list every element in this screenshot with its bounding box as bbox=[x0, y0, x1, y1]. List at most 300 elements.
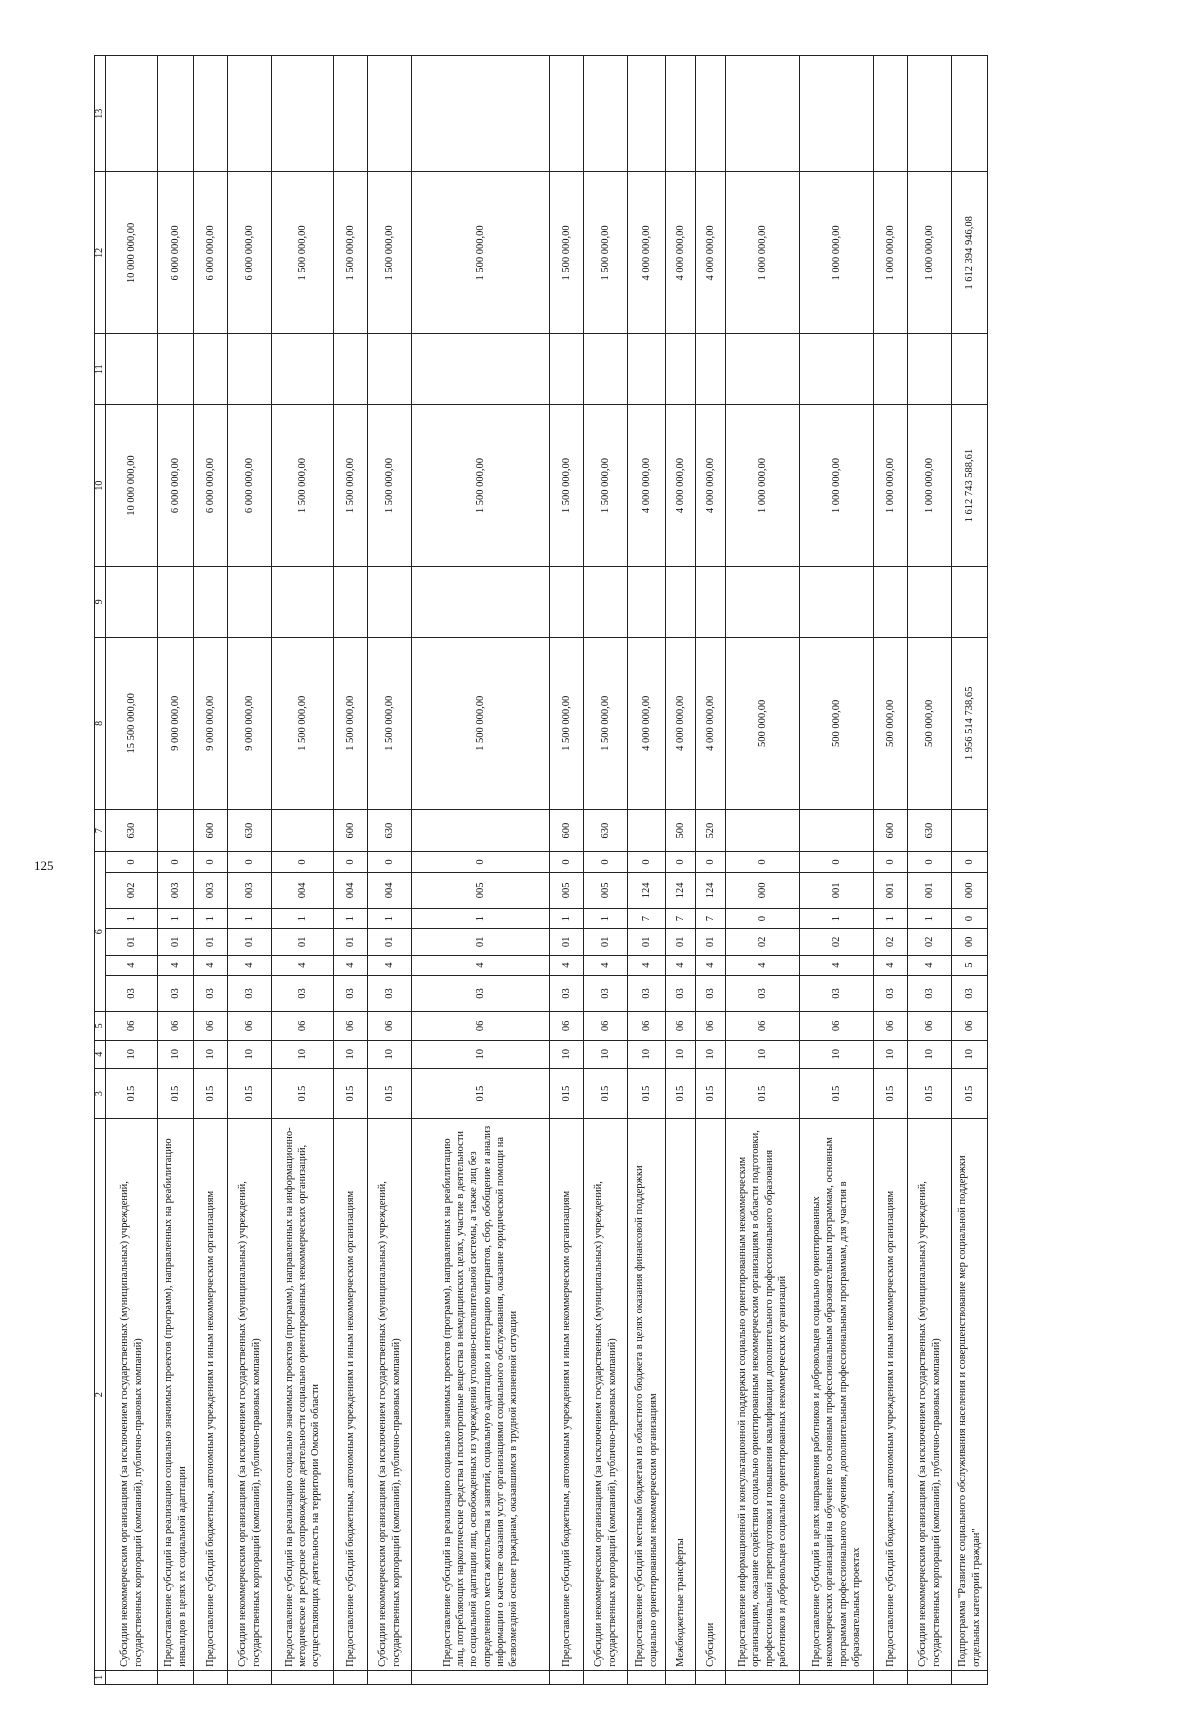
row-subsection-code: 06 bbox=[726, 1012, 800, 1040]
row-amount-col12: 6 000 000,00 bbox=[194, 172, 228, 334]
row-amount-col11 bbox=[106, 334, 158, 405]
row-amount-col9 bbox=[952, 567, 988, 638]
row-section-code: 10 bbox=[584, 1040, 628, 1068]
row-admin-code: 015 bbox=[334, 1068, 368, 1119]
row-target-article-part: 000 bbox=[952, 872, 988, 908]
table-row bbox=[158, 56, 194, 1685]
row-amount-col10: 4 000 000,00 bbox=[696, 405, 726, 567]
row-target-article-part: 01 bbox=[412, 929, 550, 955]
row-amount-col13 bbox=[106, 56, 158, 172]
row-target-article-part: 4 bbox=[800, 955, 874, 975]
row-amount-col8: 4 000 000,00 bbox=[628, 637, 666, 809]
row-description: Подпрограмма "Развитие социального обслуживания населения и совершенствование мер социальной поддержки отдельных категорий граждан" bbox=[952, 1119, 988, 1670]
row-target-article-part: 01 bbox=[368, 929, 412, 955]
row-section-code: 10 bbox=[194, 1040, 228, 1068]
row-target-article-part: 1 bbox=[584, 909, 628, 929]
row-amount-col10: 1 000 000,00 bbox=[800, 405, 874, 567]
row-admin-code: 015 bbox=[412, 1068, 550, 1119]
row-target-article-part: 000 bbox=[726, 872, 800, 908]
row-col-1 bbox=[334, 1670, 368, 1684]
row-target-article-part: 03 bbox=[908, 975, 952, 1011]
col-header: 5 bbox=[95, 1012, 106, 1040]
row-amount-col11 bbox=[696, 334, 726, 405]
row-description: Предоставление субсидий в целях направления работников и добровольцев социально ориентированных некоммерческих организаций на обучение по основным профессиональным образовательным программам, основным программам профессионального обучения, дополнительным профессиональным программам, для участия в образовательных проектах bbox=[800, 1119, 874, 1670]
row-target-article-part: 03 bbox=[584, 975, 628, 1011]
row-description: Субсидии некоммерческим организациям (за исключением государственных (муниципальных) учреждений, государственных корпораций (компаний), публично-правовых компаний) bbox=[584, 1119, 628, 1670]
row-subsection-code: 06 bbox=[628, 1012, 666, 1040]
row-section-code: 10 bbox=[952, 1040, 988, 1068]
row-amount-col13 bbox=[726, 56, 800, 172]
row-target-article-part: 0 bbox=[952, 852, 988, 872]
row-target-article-part: 7 bbox=[696, 909, 726, 929]
row-amount-col11 bbox=[800, 334, 874, 405]
table-row bbox=[908, 56, 952, 1685]
row-target-article-part: 0 bbox=[800, 852, 874, 872]
row-amount-col9 bbox=[800, 567, 874, 638]
row-section-code: 10 bbox=[228, 1040, 272, 1068]
row-target-article-part: 001 bbox=[874, 872, 908, 908]
row-target-article-part: 005 bbox=[550, 872, 584, 908]
row-amount-col10: 1 500 000,00 bbox=[334, 405, 368, 567]
row-section-code: 10 bbox=[908, 1040, 952, 1068]
row-subsection-code: 06 bbox=[800, 1012, 874, 1040]
row-amount-col13 bbox=[272, 56, 334, 172]
row-target-article-part: 005 bbox=[412, 872, 550, 908]
row-amount-col13 bbox=[194, 56, 228, 172]
row-section-code: 10 bbox=[158, 1040, 194, 1068]
row-target-article-part: 4 bbox=[666, 955, 696, 975]
row-col-1 bbox=[272, 1670, 334, 1684]
row-amount-col11 bbox=[272, 334, 334, 405]
row-target-article-part: 4 bbox=[158, 955, 194, 975]
row-expense-type: 630 bbox=[228, 809, 272, 851]
row-subsection-code: 06 bbox=[334, 1012, 368, 1040]
row-amount-col13 bbox=[550, 56, 584, 172]
row-expense-type bbox=[952, 809, 988, 851]
row-target-article-part: 0 bbox=[368, 852, 412, 872]
row-description: Субсидии некоммерческим организациям (за исключением государственных (муниципальных) учреждений, государственных корпораций (компаний), публично-правовых компаний) bbox=[368, 1119, 412, 1670]
row-target-article-part: 005 bbox=[584, 872, 628, 908]
row-target-article-part: 01 bbox=[666, 929, 696, 955]
row-description: Предоставление субсидий бюджетным, автономным учреждениям и иным некоммерческим организациям bbox=[334, 1119, 368, 1670]
row-target-article-part: 003 bbox=[158, 872, 194, 908]
row-target-article-part: 1 bbox=[272, 909, 334, 929]
table-row bbox=[800, 56, 874, 1685]
row-amount-col11 bbox=[908, 334, 952, 405]
row-target-article-part: 03 bbox=[666, 975, 696, 1011]
row-subsection-code: 06 bbox=[874, 1012, 908, 1040]
col-header: 8 bbox=[95, 637, 106, 809]
col-header: 10 bbox=[95, 405, 106, 567]
row-target-article-part: 0 bbox=[550, 852, 584, 872]
row-target-article-part: 003 bbox=[228, 872, 272, 908]
row-amount-col12: 4 000 000,00 bbox=[628, 172, 666, 334]
row-amount-col11 bbox=[666, 334, 696, 405]
col-header: 1 bbox=[95, 1670, 106, 1684]
row-amount-col13 bbox=[628, 56, 666, 172]
row-expense-type: 600 bbox=[194, 809, 228, 851]
row-target-article-part: 1 bbox=[158, 909, 194, 929]
row-target-article-part: 03 bbox=[952, 975, 988, 1011]
row-description: Предоставление субсидий бюджетным, автономным учреждениям и иным некоммерческим организациям bbox=[874, 1119, 908, 1670]
row-col-1 bbox=[550, 1670, 584, 1684]
row-expense-type: 630 bbox=[106, 809, 158, 851]
row-expense-type bbox=[272, 809, 334, 851]
row-target-article-part: 03 bbox=[194, 975, 228, 1011]
row-expense-type bbox=[412, 809, 550, 851]
row-amount-col10: 1 500 000,00 bbox=[412, 405, 550, 567]
row-target-article-part: 4 bbox=[368, 955, 412, 975]
row-amount-col10: 1 500 000,00 bbox=[272, 405, 334, 567]
row-description: Предоставление субсидий местным бюджетам из областного бюджета в целях оказания финансовой поддержки социально ориентированным некоммерческим организациям bbox=[628, 1119, 666, 1670]
row-target-article-part: 03 bbox=[228, 975, 272, 1011]
row-amount-col8: 1 500 000,00 bbox=[584, 637, 628, 809]
row-amount-col11 bbox=[874, 334, 908, 405]
row-amount-col8: 4 000 000,00 bbox=[696, 637, 726, 809]
row-subsection-code: 06 bbox=[952, 1012, 988, 1040]
row-amount-col11 bbox=[952, 334, 988, 405]
row-amount-col8: 1 500 000,00 bbox=[334, 637, 368, 809]
table-row bbox=[272, 56, 334, 1685]
col-header: 6 bbox=[95, 852, 106, 1012]
row-col-1 bbox=[228, 1670, 272, 1684]
row-expense-type bbox=[628, 809, 666, 851]
row-target-article-part: 01 bbox=[334, 929, 368, 955]
row-section-code: 10 bbox=[334, 1040, 368, 1068]
row-subsection-code: 06 bbox=[228, 1012, 272, 1040]
row-amount-col8: 1 500 000,00 bbox=[550, 637, 584, 809]
row-col-1 bbox=[194, 1670, 228, 1684]
row-target-article-part: 03 bbox=[726, 975, 800, 1011]
row-admin-code: 015 bbox=[908, 1068, 952, 1119]
row-admin-code: 015 bbox=[726, 1068, 800, 1119]
row-target-article-part: 01 bbox=[584, 929, 628, 955]
row-section-code: 10 bbox=[800, 1040, 874, 1068]
row-target-article-part: 1 bbox=[368, 909, 412, 929]
row-admin-code: 015 bbox=[158, 1068, 194, 1119]
row-admin-code: 015 bbox=[550, 1068, 584, 1119]
row-target-article-part: 03 bbox=[368, 975, 412, 1011]
row-section-code: 10 bbox=[628, 1040, 666, 1068]
row-col-1 bbox=[106, 1670, 158, 1684]
row-subsection-code: 06 bbox=[368, 1012, 412, 1040]
row-col-1 bbox=[666, 1670, 696, 1684]
row-target-article-part: 0 bbox=[628, 852, 666, 872]
row-amount-col11 bbox=[726, 334, 800, 405]
row-amount-col8: 15 500 000,00 bbox=[106, 637, 158, 809]
row-target-article-part: 02 bbox=[908, 929, 952, 955]
row-target-article-part: 4 bbox=[412, 955, 550, 975]
row-target-article-part: 124 bbox=[696, 872, 726, 908]
row-expense-type bbox=[726, 809, 800, 851]
row-amount-col13 bbox=[368, 56, 412, 172]
col-header: 2 bbox=[95, 1119, 106, 1670]
row-col-1 bbox=[412, 1670, 550, 1684]
col-header: 4 bbox=[95, 1040, 106, 1068]
row-target-article-part: 4 bbox=[272, 955, 334, 975]
row-amount-col8: 1 500 000,00 bbox=[272, 637, 334, 809]
row-target-article-part: 4 bbox=[228, 955, 272, 975]
row-admin-code: 015 bbox=[194, 1068, 228, 1119]
row-amount-col12: 1 500 000,00 bbox=[412, 172, 550, 334]
table-row bbox=[412, 56, 550, 1685]
row-target-article-part: 7 bbox=[628, 909, 666, 929]
row-amount-col11 bbox=[550, 334, 584, 405]
table-row bbox=[666, 56, 696, 1685]
table-row bbox=[952, 56, 988, 1685]
row-target-article-part: 0 bbox=[666, 852, 696, 872]
row-amount-col13 bbox=[158, 56, 194, 172]
row-admin-code: 015 bbox=[368, 1068, 412, 1119]
row-amount-col12: 1 000 000,00 bbox=[800, 172, 874, 334]
row-amount-col13 bbox=[908, 56, 952, 172]
row-admin-code: 015 bbox=[874, 1068, 908, 1119]
row-col-1 bbox=[158, 1670, 194, 1684]
row-target-article-part: 4 bbox=[584, 955, 628, 975]
row-description: Межбюджетные трансферты bbox=[666, 1119, 696, 1670]
row-subsection-code: 06 bbox=[696, 1012, 726, 1040]
row-col-1 bbox=[874, 1670, 908, 1684]
row-amount-col9 bbox=[334, 567, 368, 638]
row-target-article-part: 124 bbox=[628, 872, 666, 908]
row-amount-col13 bbox=[412, 56, 550, 172]
row-target-article-part: 4 bbox=[550, 955, 584, 975]
row-amount-col8: 500 000,00 bbox=[800, 637, 874, 809]
row-admin-code: 015 bbox=[106, 1068, 158, 1119]
row-amount-col9 bbox=[874, 567, 908, 638]
header-row bbox=[95, 56, 106, 1685]
row-amount-col10: 6 000 000,00 bbox=[228, 405, 272, 567]
row-amount-col8: 500 000,00 bbox=[874, 637, 908, 809]
col-header: 13 bbox=[95, 56, 106, 172]
row-amount-col8: 500 000,00 bbox=[726, 637, 800, 809]
table-row bbox=[584, 56, 628, 1685]
row-amount-col12: 1 000 000,00 bbox=[874, 172, 908, 334]
row-amount-col10: 1 612 743 588,61 bbox=[952, 405, 988, 567]
row-expense-type: 600 bbox=[334, 809, 368, 851]
row-target-article-part: 0 bbox=[158, 852, 194, 872]
row-target-article-part: 4 bbox=[696, 955, 726, 975]
row-amount-col10: 6 000 000,00 bbox=[194, 405, 228, 567]
row-section-code: 10 bbox=[106, 1040, 158, 1068]
row-target-article-part: 03 bbox=[550, 975, 584, 1011]
row-admin-code: 015 bbox=[800, 1068, 874, 1119]
row-amount-col8: 9 000 000,00 bbox=[228, 637, 272, 809]
table-row bbox=[696, 56, 726, 1685]
row-target-article-part: 0 bbox=[272, 852, 334, 872]
row-amount-col9 bbox=[368, 567, 412, 638]
row-expense-type: 600 bbox=[874, 809, 908, 851]
col-header: 7 bbox=[95, 809, 106, 851]
row-col-1 bbox=[726, 1670, 800, 1684]
row-section-code: 10 bbox=[550, 1040, 584, 1068]
row-target-article-part: 01 bbox=[550, 929, 584, 955]
row-description: Субсидии некоммерческим организациям (за исключением государственных (муниципальных) учреждений, государственных корпораций (компаний), публично-правовых компаний) bbox=[106, 1119, 158, 1670]
row-amount-col8: 4 000 000,00 bbox=[666, 637, 696, 809]
row-target-article-part: 4 bbox=[908, 955, 952, 975]
row-amount-col9 bbox=[584, 567, 628, 638]
table-row bbox=[628, 56, 666, 1685]
row-col-1 bbox=[952, 1670, 988, 1684]
row-amount-col8: 9 000 000,00 bbox=[158, 637, 194, 809]
row-expense-type: 600 bbox=[550, 809, 584, 851]
row-amount-col13 bbox=[584, 56, 628, 172]
page-number: 125 bbox=[34, 858, 54, 873]
row-amount-col10: 1 500 000,00 bbox=[368, 405, 412, 567]
row-amount-col9 bbox=[550, 567, 584, 638]
row-target-article-part: 03 bbox=[334, 975, 368, 1011]
row-amount-col9 bbox=[412, 567, 550, 638]
row-description: Субсидии некоммерческим организациям (за исключением государственных (муниципальных) учреждений, государственных корпораций (компаний), публично-правовых компаний) bbox=[228, 1119, 272, 1670]
table-row bbox=[228, 56, 272, 1685]
row-description: Предоставление субсидий на реализацию социально значимых проектов (программ), направленных на реабилитацию лиц, потребляющих наркотические средства и психотропные вещества в немедицинских целях, участие в деятельности по социальной адаптации лиц, освобожденных из учреждений уголовно-исполнительной системы, а также лиц без определенного места жительства и занятий, социальную адаптацию и интеграцию мигрантов, сбор, обобщение и анализ информации о качестве оказания услуг организациями социального обслуживания, оказание юридической помощи на безвозмездной основе гражданам, оказавшимся в трудной жизненной ситуации bbox=[412, 1119, 550, 1670]
row-amount-col12: 10 000 000,00 bbox=[106, 172, 158, 334]
table-body bbox=[106, 56, 988, 1685]
row-target-article-part: 004 bbox=[272, 872, 334, 908]
row-target-article-part: 0 bbox=[908, 852, 952, 872]
row-section-code: 10 bbox=[272, 1040, 334, 1068]
row-admin-code: 015 bbox=[584, 1068, 628, 1119]
row-target-article-part: 4 bbox=[106, 955, 158, 975]
row-target-article-part: 1 bbox=[228, 909, 272, 929]
row-amount-col11 bbox=[412, 334, 550, 405]
row-target-article-part: 4 bbox=[194, 955, 228, 975]
row-target-article-part: 0 bbox=[696, 852, 726, 872]
row-amount-col12: 1 000 000,00 bbox=[908, 172, 952, 334]
row-amount-col11 bbox=[158, 334, 194, 405]
row-target-article-part: 1 bbox=[800, 909, 874, 929]
row-amount-col12: 1 500 000,00 bbox=[334, 172, 368, 334]
row-amount-col9 bbox=[272, 567, 334, 638]
row-amount-col12: 6 000 000,00 bbox=[158, 172, 194, 334]
row-admin-code: 015 bbox=[666, 1068, 696, 1119]
row-amount-col13 bbox=[952, 56, 988, 172]
row-subsection-code: 06 bbox=[666, 1012, 696, 1040]
row-amount-col11 bbox=[584, 334, 628, 405]
row-section-code: 10 bbox=[412, 1040, 550, 1068]
row-description: Предоставление субсидий бюджетным, автономным учреждениям и иным некоммерческим организациям bbox=[550, 1119, 584, 1670]
row-description: Субсидии bbox=[696, 1119, 726, 1670]
table-row bbox=[194, 56, 228, 1685]
row-amount-col9 bbox=[908, 567, 952, 638]
row-amount-col11 bbox=[194, 334, 228, 405]
table-row bbox=[874, 56, 908, 1685]
row-subsection-code: 06 bbox=[584, 1012, 628, 1040]
row-target-article-part: 4 bbox=[874, 955, 908, 975]
row-admin-code: 015 bbox=[272, 1068, 334, 1119]
row-description: Предоставление субсидий на реализацию социально значимых проектов (программ), направленных на информационно-методическое и ресурсное сопровождение деятельности социально ориентированных некоммерческих организаций, осуществляющих деятельность на территории Омской области bbox=[272, 1119, 334, 1670]
row-admin-code: 015 bbox=[952, 1068, 988, 1119]
row-amount-col10: 1 000 000,00 bbox=[874, 405, 908, 567]
row-expense-type: 630 bbox=[368, 809, 412, 851]
row-amount-col12: 1 500 000,00 bbox=[584, 172, 628, 334]
row-amount-col11 bbox=[628, 334, 666, 405]
row-amount-col8: 1 500 000,00 bbox=[368, 637, 412, 809]
row-target-article-part: 004 bbox=[368, 872, 412, 908]
row-section-code: 10 bbox=[696, 1040, 726, 1068]
budget-table bbox=[94, 55, 988, 1685]
row-target-article-part: 001 bbox=[800, 872, 874, 908]
row-amount-col10: 1 500 000,00 bbox=[584, 405, 628, 567]
row-subsection-code: 06 bbox=[158, 1012, 194, 1040]
row-target-article-part: 4 bbox=[726, 955, 800, 975]
row-target-article-part: 1 bbox=[194, 909, 228, 929]
row-amount-col9 bbox=[228, 567, 272, 638]
row-section-code: 10 bbox=[874, 1040, 908, 1068]
row-target-article-part: 01 bbox=[696, 929, 726, 955]
row-amount-col11 bbox=[368, 334, 412, 405]
table-row bbox=[550, 56, 584, 1685]
col-header: 3 bbox=[95, 1068, 106, 1119]
row-target-article-part: 0 bbox=[952, 909, 988, 929]
row-target-article-part: 4 bbox=[334, 955, 368, 975]
row-amount-col12: 1 500 000,00 bbox=[272, 172, 334, 334]
row-amount-col9 bbox=[158, 567, 194, 638]
row-subsection-code: 06 bbox=[194, 1012, 228, 1040]
row-amount-col13 bbox=[696, 56, 726, 172]
row-target-article-part: 02 bbox=[874, 929, 908, 955]
row-target-article-part: 01 bbox=[628, 929, 666, 955]
row-subsection-code: 06 bbox=[272, 1012, 334, 1040]
row-amount-col8: 1 956 514 738,65 bbox=[952, 637, 988, 809]
row-col-1 bbox=[696, 1670, 726, 1684]
row-admin-code: 015 bbox=[228, 1068, 272, 1119]
row-amount-col10: 1 000 000,00 bbox=[908, 405, 952, 567]
row-amount-col12: 6 000 000,00 bbox=[228, 172, 272, 334]
row-target-article-part: 0 bbox=[874, 852, 908, 872]
row-target-article-part: 1 bbox=[106, 909, 158, 929]
row-subsection-code: 06 bbox=[412, 1012, 550, 1040]
row-target-article-part: 01 bbox=[106, 929, 158, 955]
row-target-article-part: 0 bbox=[106, 852, 158, 872]
row-target-article-part: 03 bbox=[158, 975, 194, 1011]
row-description: Предоставление информационной и консультационной поддержки социально ориентированным некоммерческим организациям, оказание содействия социально ориентированным некоммерческим организациям в области подготовки, профессиональной переподготовки и повышения квалификации дополнительного профессионального образования работников и добровольцев социально ориентированных некоммерческих организаций bbox=[726, 1119, 800, 1670]
row-amount-col12: 1 612 394 946,08 bbox=[952, 172, 988, 334]
row-amount-col12: 4 000 000,00 bbox=[666, 172, 696, 334]
row-target-article-part: 1 bbox=[874, 909, 908, 929]
row-target-article-part: 1 bbox=[412, 909, 550, 929]
row-amount-col10: 10 000 000,00 bbox=[106, 405, 158, 567]
row-admin-code: 015 bbox=[696, 1068, 726, 1119]
row-col-1 bbox=[628, 1670, 666, 1684]
row-amount-col11 bbox=[334, 334, 368, 405]
row-description: Предоставление субсидий на реализацию социально значимых проектов (программ), направленных на реабилитацию инвалидов в целях их социальной адаптации bbox=[158, 1119, 194, 1670]
row-subsection-code: 06 bbox=[106, 1012, 158, 1040]
row-target-article-part: 03 bbox=[696, 975, 726, 1011]
row-subsection-code: 06 bbox=[550, 1012, 584, 1040]
row-amount-col12: 1 500 000,00 bbox=[550, 172, 584, 334]
row-target-article-part: 5 bbox=[952, 955, 988, 975]
row-target-article-part: 0 bbox=[412, 852, 550, 872]
row-target-article-part: 02 bbox=[726, 929, 800, 955]
row-target-article-part: 002 bbox=[106, 872, 158, 908]
row-expense-type bbox=[800, 809, 874, 851]
row-amount-col10: 1 500 000,00 bbox=[550, 405, 584, 567]
row-amount-col9 bbox=[666, 567, 696, 638]
row-target-article-part: 7 bbox=[666, 909, 696, 929]
row-target-article-part: 03 bbox=[628, 975, 666, 1011]
row-target-article-part: 01 bbox=[194, 929, 228, 955]
row-target-article-part: 004 bbox=[334, 872, 368, 908]
row-amount-col9 bbox=[726, 567, 800, 638]
table-row bbox=[726, 56, 800, 1685]
table-row bbox=[106, 56, 158, 1685]
row-target-article-part: 03 bbox=[800, 975, 874, 1011]
row-target-article-part: 03 bbox=[412, 975, 550, 1011]
row-target-article-part: 1 bbox=[550, 909, 584, 929]
row-target-article-part: 0 bbox=[334, 852, 368, 872]
row-amount-col10: 4 000 000,00 bbox=[628, 405, 666, 567]
